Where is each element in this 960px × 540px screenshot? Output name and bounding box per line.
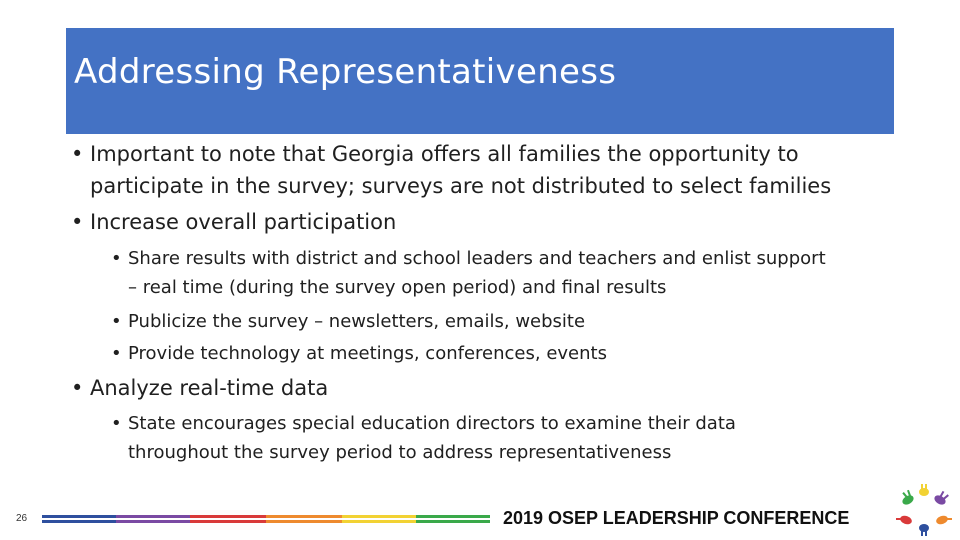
slide-title: Addressing Representativeness	[74, 52, 617, 92]
stripe-segment-orange	[266, 515, 342, 518]
bullet-text: – real time (during the survey open period) and final results	[128, 277, 667, 298]
bullet-dot-icon: •	[71, 142, 84, 166]
bullet-dot-icon: •	[111, 343, 122, 364]
bullet-item	[71, 372, 329, 404]
stripe-segment-yellow	[342, 515, 416, 518]
bullet-item	[71, 206, 397, 238]
stripe-segment-yellow	[342, 520, 416, 523]
stripe-segment-blue	[42, 520, 116, 523]
bullet-dot-icon: •	[71, 376, 84, 400]
stripe-segment-green	[416, 520, 490, 523]
bullet-text: Provide technology at meetings, conferences, events	[128, 343, 607, 364]
stripe-segment-purple	[116, 515, 190, 518]
stripe-segment-purple	[116, 520, 190, 523]
stripe-segment-green	[416, 515, 490, 518]
bullet-item	[71, 138, 799, 170]
sub-bullet-item	[111, 244, 826, 273]
bullet-text: Share results with district and school leaders and teachers and enlist support	[128, 248, 826, 269]
bullet-dot-icon: •	[111, 413, 122, 434]
sub-bullet-item	[111, 409, 736, 438]
conference-name: 2019 OSEP LEADERSHIP CONFERENCE	[503, 508, 850, 528]
bullet-text: Publicize the survey – newsletters, emails, website	[128, 311, 586, 332]
sub-bullet-item	[111, 339, 607, 368]
bullet-text: Important to note that Georgia offers all families the opportunity to	[90, 142, 799, 166]
bullet-continuation	[90, 170, 831, 202]
page-number: 26	[16, 513, 28, 524]
stripe-segment-orange	[266, 520, 342, 523]
stripe-segment-red	[190, 515, 266, 518]
bullet-text: throughout the survey period to address representativeness	[128, 442, 672, 463]
stripe-segment-red	[190, 520, 266, 523]
sub-bullet-item	[111, 307, 586, 336]
bullet-dot-icon: •	[71, 210, 84, 234]
colorful-hands-logo-icon	[894, 482, 954, 538]
sub-bullet-continuation	[128, 273, 666, 302]
sub-bullet-continuation	[128, 438, 671, 467]
bullet-text: State encourages special education directors to examine their data	[128, 413, 736, 434]
bullet-text: Analyze real-time data	[90, 376, 329, 400]
stripe-segment-blue	[42, 515, 116, 518]
footer-stripe	[42, 514, 490, 524]
bullet-text: participate in the survey; surveys are not distributed to select families	[90, 174, 832, 198]
bullet-dot-icon: •	[111, 311, 122, 332]
bullet-dot-icon: •	[111, 248, 122, 269]
bullet-text: Increase overall participation	[90, 210, 397, 234]
